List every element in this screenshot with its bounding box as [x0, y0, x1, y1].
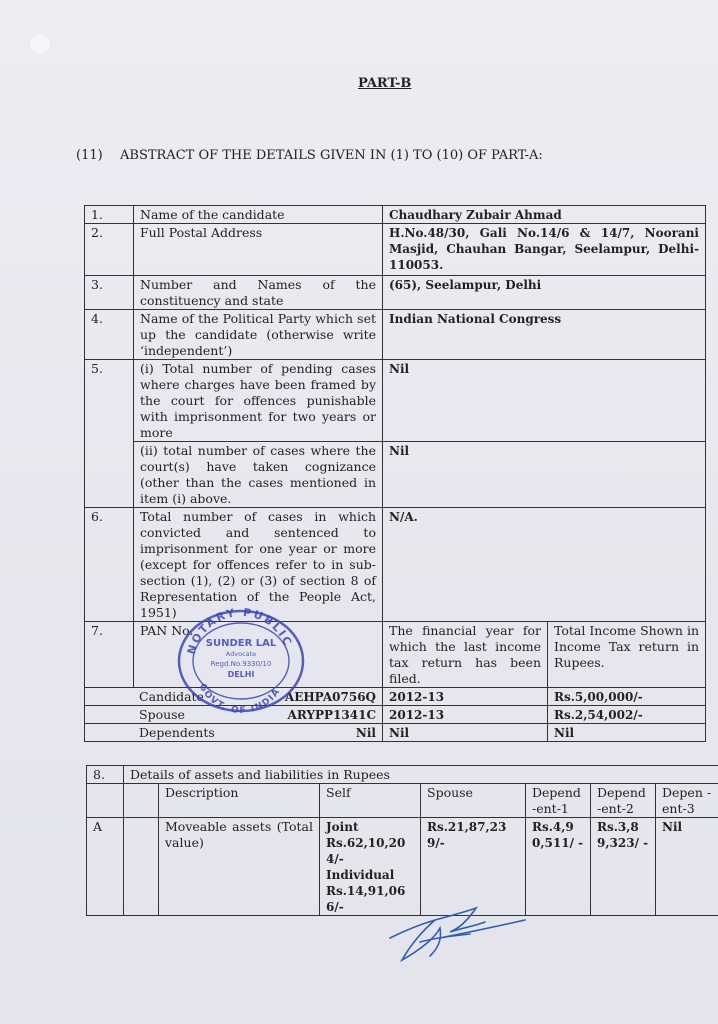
empty-cell — [124, 784, 159, 818]
dependents-year: Nil — [383, 724, 548, 742]
assets-title: Details of assets and liabilities in Rupees — [124, 766, 718, 784]
row-label: Name of the Political Party which set up the candidate (otherwise write ‘independent’) — [134, 310, 383, 360]
asset-dependent-1: Rs.4,9 0,511/ - — [526, 818, 591, 916]
row-label: A — [87, 818, 124, 916]
row-label: (ii) total number of cases where the court(s) have taken cognizance (other than the cases mentioned in item (i) above. — [134, 442, 383, 508]
candidate-income: Rs.5,00,000/- — [548, 688, 706, 706]
asset-dependent-3: Nil — [656, 818, 718, 916]
stamp-city: DELHI — [227, 670, 255, 679]
section-number: (11) — [76, 148, 103, 163]
asset-self: Joint Rs.62,10,20 4/- Individual Rs.14,91,06 6/- — [320, 818, 421, 916]
header-spouse: Spouse — [421, 784, 526, 818]
table-row — [85, 224, 706, 276]
row-number: 2. — [85, 224, 134, 276]
notary-stamp — [174, 608, 308, 714]
row-value: Nil — [383, 360, 706, 442]
stamp-sub: Advocate — [225, 650, 257, 658]
dependents-income: Nil — [548, 724, 706, 742]
table-row — [85, 724, 706, 742]
row-label: Total number of cases in which convicted and sentenced to imprisonment for one year or more (except for offences refer to in sub-section (1), (2) or (3) of section 8 of Representation of the People Act, 1951) — [134, 508, 383, 622]
table-row — [85, 206, 706, 224]
stamp-reg: Regd.No.9330/10 — [210, 660, 272, 668]
spouse-year: 2012-13 — [383, 706, 548, 724]
row-number: 7. — [85, 622, 134, 688]
header-description: Description — [159, 784, 320, 818]
header-dependent-1: Depend -ent-1 — [526, 784, 591, 818]
row-label: Number and Names of the constituency and state — [134, 276, 383, 310]
candidate-pan: AEHPA0756Q — [284, 690, 376, 704]
table-row — [85, 508, 706, 622]
candidate-label: Candidate — [139, 689, 204, 704]
stamp-bottom-text: GOVT. OF INDIA — [196, 682, 283, 714]
row-number: 6. — [85, 508, 134, 622]
table-row — [87, 784, 718, 818]
row-number: 3. — [85, 276, 134, 310]
row-value: Nil — [383, 442, 706, 508]
header-dependent-3: Depen -ent-3 — [656, 784, 718, 818]
row-value: Chaudhary Zubair Ahmad — [383, 206, 706, 224]
stamp-top-text: NOTARY PUBLIC — [184, 608, 295, 656]
dependents-cell — [85, 724, 383, 742]
row-value: (65), Seelampur, Delhi — [383, 276, 706, 310]
page-heading: PART-B — [358, 76, 412, 91]
dependents-pan: Nil — [355, 726, 376, 740]
row-value: H.No.48/30, Gali No.14/6 & 14/7, Noorani Masjid, Chauhan Bangar, Seelampur, Delhi-110053. — [383, 224, 706, 276]
header-dependent-2: Depend -ent-2 — [591, 784, 656, 818]
spouse-income: Rs.2,54,002/- — [548, 706, 706, 724]
row-number: 5. — [85, 360, 134, 508]
pan-header: PAN No. — [134, 622, 383, 688]
dependents-label: Dependents — [139, 725, 215, 740]
asset-spouse: Rs.21,87,23 9/- — [421, 818, 526, 916]
row-number: 4. — [85, 310, 134, 360]
stamp-name: SUNDER LAL — [205, 638, 277, 649]
table-row — [85, 276, 706, 310]
row-value: Indian National Congress — [383, 310, 706, 360]
table-row — [85, 310, 706, 360]
spouse-label: Spouse — [139, 707, 185, 722]
income-header: Total Income Shown in Income Tax return in Rupees. — [548, 622, 706, 688]
fy-header: The financial year for which the last income tax return has been filed. — [383, 622, 548, 688]
row-label: (i) Total number of pending cases where charges have been framed by the court for offences punishable with imprisonment for two years or more — [134, 360, 383, 442]
empty-cell — [87, 784, 124, 818]
candidate-year: 2012-13 — [383, 688, 548, 706]
table-row — [87, 766, 718, 784]
assets-table — [86, 765, 718, 916]
row-value: N/A. — [383, 508, 706, 622]
row-label: Full Postal Address — [134, 224, 383, 276]
asset-description: Moveable assets (Total value) — [159, 818, 320, 916]
header-self: Self — [320, 784, 421, 818]
signature — [380, 898, 530, 968]
table-row — [85, 442, 706, 508]
table-row — [85, 360, 706, 442]
row-number: 1. — [85, 206, 134, 224]
paper-punch-mark — [30, 34, 50, 54]
asset-dependent-2: Rs.3,8 9,323/ - — [591, 818, 656, 916]
assets-number: 8. — [87, 766, 124, 784]
section-title — [76, 148, 543, 163]
empty-cell — [124, 818, 159, 916]
section-title-text: ABSTRACT OF THE DETAILS GIVEN IN (1) TO (10) OF PART-A: — [120, 148, 543, 163]
row-label: Name of the candidate — [134, 206, 383, 224]
spouse-pan: ARYPP1341C — [287, 708, 376, 722]
